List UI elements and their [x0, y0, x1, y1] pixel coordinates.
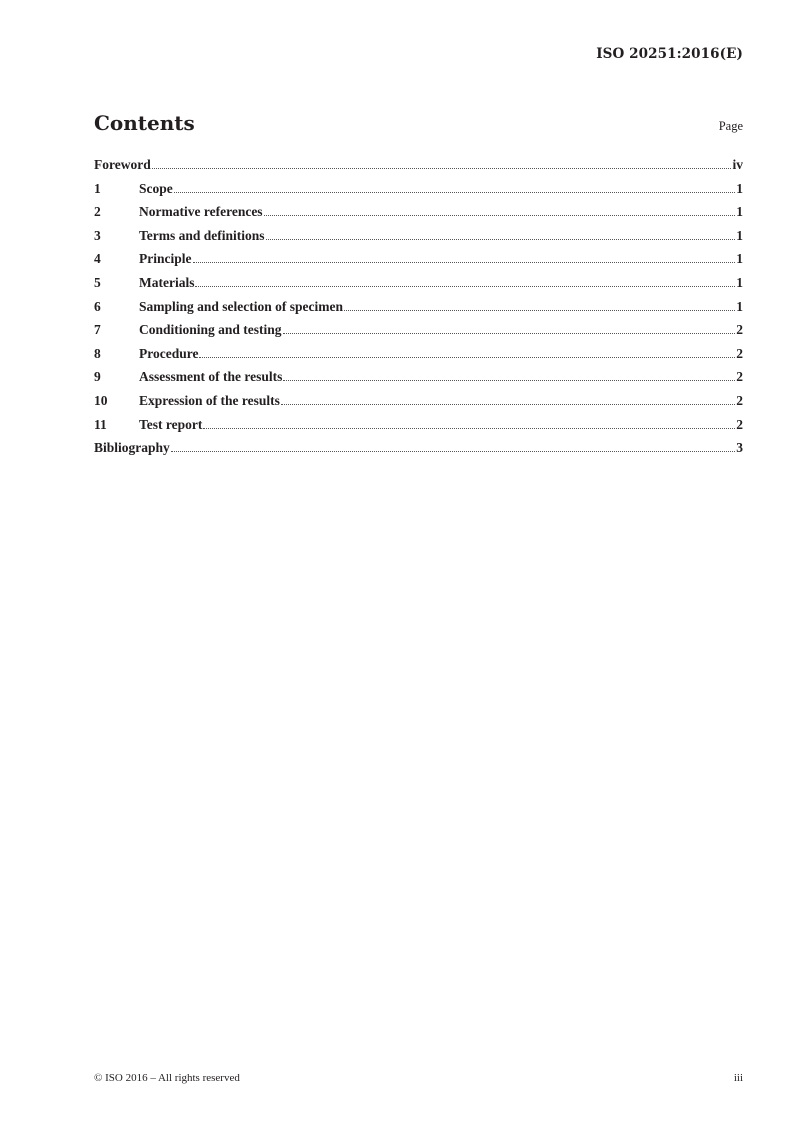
- toc-entry-page: 3: [736, 440, 743, 456]
- toc-entry-title: Assessment of the results: [139, 369, 283, 385]
- toc-entry-title: Bibliography: [94, 440, 170, 456]
- toc-entry-assessment-of-results[interactable]: [94, 365, 743, 389]
- toc-entry-terms-and-definitions[interactable]: [94, 224, 743, 248]
- dot-leader: [344, 309, 735, 311]
- dot-leader: [152, 167, 732, 169]
- dot-leader: [171, 450, 735, 452]
- table-of-contents: [94, 153, 743, 460]
- toc-entry-number: 6: [94, 298, 101, 314]
- toc-entry-materials[interactable]: [94, 271, 743, 295]
- page-column-label: Page: [718, 119, 743, 133]
- toc-entry-page: 2: [736, 322, 743, 338]
- toc-entry-title: Expression of the results: [139, 392, 280, 408]
- dot-leader: [199, 356, 735, 358]
- contents-heading: Contents: [94, 111, 195, 135]
- toc-entry-number: 7: [94, 322, 101, 338]
- toc-entry-title: Materials: [139, 274, 195, 290]
- toc-entry-page: iv: [732, 157, 743, 172]
- toc-entry-page: 1: [736, 204, 743, 220]
- document-id: ISO 20251:2016(E): [596, 46, 743, 62]
- toc-entry-page: 2: [736, 392, 743, 408]
- dot-leader: [174, 191, 736, 193]
- toc-entry-title: Principle: [139, 251, 192, 267]
- toc-entry-number: 9: [94, 369, 101, 385]
- toc-entry-page: 2: [736, 369, 743, 385]
- toc-entry-foreword[interactable]: [94, 153, 743, 177]
- toc-entry-normative-references[interactable]: [94, 200, 743, 224]
- toc-entry-page: 1: [736, 274, 743, 290]
- toc-entry-title: Test report: [139, 416, 203, 432]
- page-number: iii: [733, 1072, 743, 1084]
- toc-entry-title: Terms and definitions: [139, 227, 265, 243]
- toc-entry-page: 1: [736, 298, 743, 314]
- toc-entry-procedure[interactable]: [94, 342, 743, 366]
- dot-leader: [203, 427, 735, 429]
- toc-entry-number: 3: [94, 227, 101, 243]
- toc-entry-title: Sampling and selection of specimen: [139, 298, 344, 314]
- toc-entry-page: 1: [736, 227, 743, 243]
- toc-entry-page: 2: [736, 345, 743, 361]
- toc-entry-test-report[interactable]: [94, 413, 743, 437]
- dot-leader: [283, 332, 736, 334]
- toc-entry-number: 8: [94, 345, 101, 361]
- toc-entry-expression-of-results[interactable]: [94, 389, 743, 413]
- toc-entry-title: Conditioning and testing: [139, 322, 282, 338]
- toc-entry-page: 2: [736, 416, 743, 432]
- dot-leader: [281, 403, 735, 405]
- toc-entry-number: 5: [94, 274, 101, 290]
- toc-entry-number: 2: [94, 204, 101, 220]
- toc-entry-number: 1: [94, 180, 101, 196]
- dot-leader: [195, 285, 735, 287]
- dot-leader: [283, 379, 735, 381]
- copyright-notice: © ISO 2016 – All rights reserved: [94, 1072, 240, 1084]
- toc-entry-title: Foreword: [94, 157, 151, 172]
- toc-entry-number: 4: [94, 251, 101, 267]
- toc-entry-title: Procedure: [139, 345, 199, 361]
- dot-leader: [193, 261, 736, 263]
- toc-entry-conditioning-and-testing[interactable]: [94, 318, 743, 342]
- toc-entry-title: Normative references: [139, 204, 263, 220]
- dot-leader: [264, 214, 736, 216]
- toc-entry-scope[interactable]: [94, 177, 743, 201]
- toc-entry-sampling[interactable]: [94, 295, 743, 319]
- toc-entry-page: 1: [736, 180, 743, 196]
- toc-entry-page: 1: [736, 251, 743, 267]
- toc-entry-number: 10: [94, 392, 108, 408]
- dot-leader: [266, 238, 736, 240]
- toc-entry-bibliography[interactable]: [94, 436, 743, 460]
- toc-entry-number: 11: [94, 416, 107, 432]
- toc-entry-principle[interactable]: [94, 247, 743, 271]
- toc-entry-title: Scope: [139, 180, 173, 196]
